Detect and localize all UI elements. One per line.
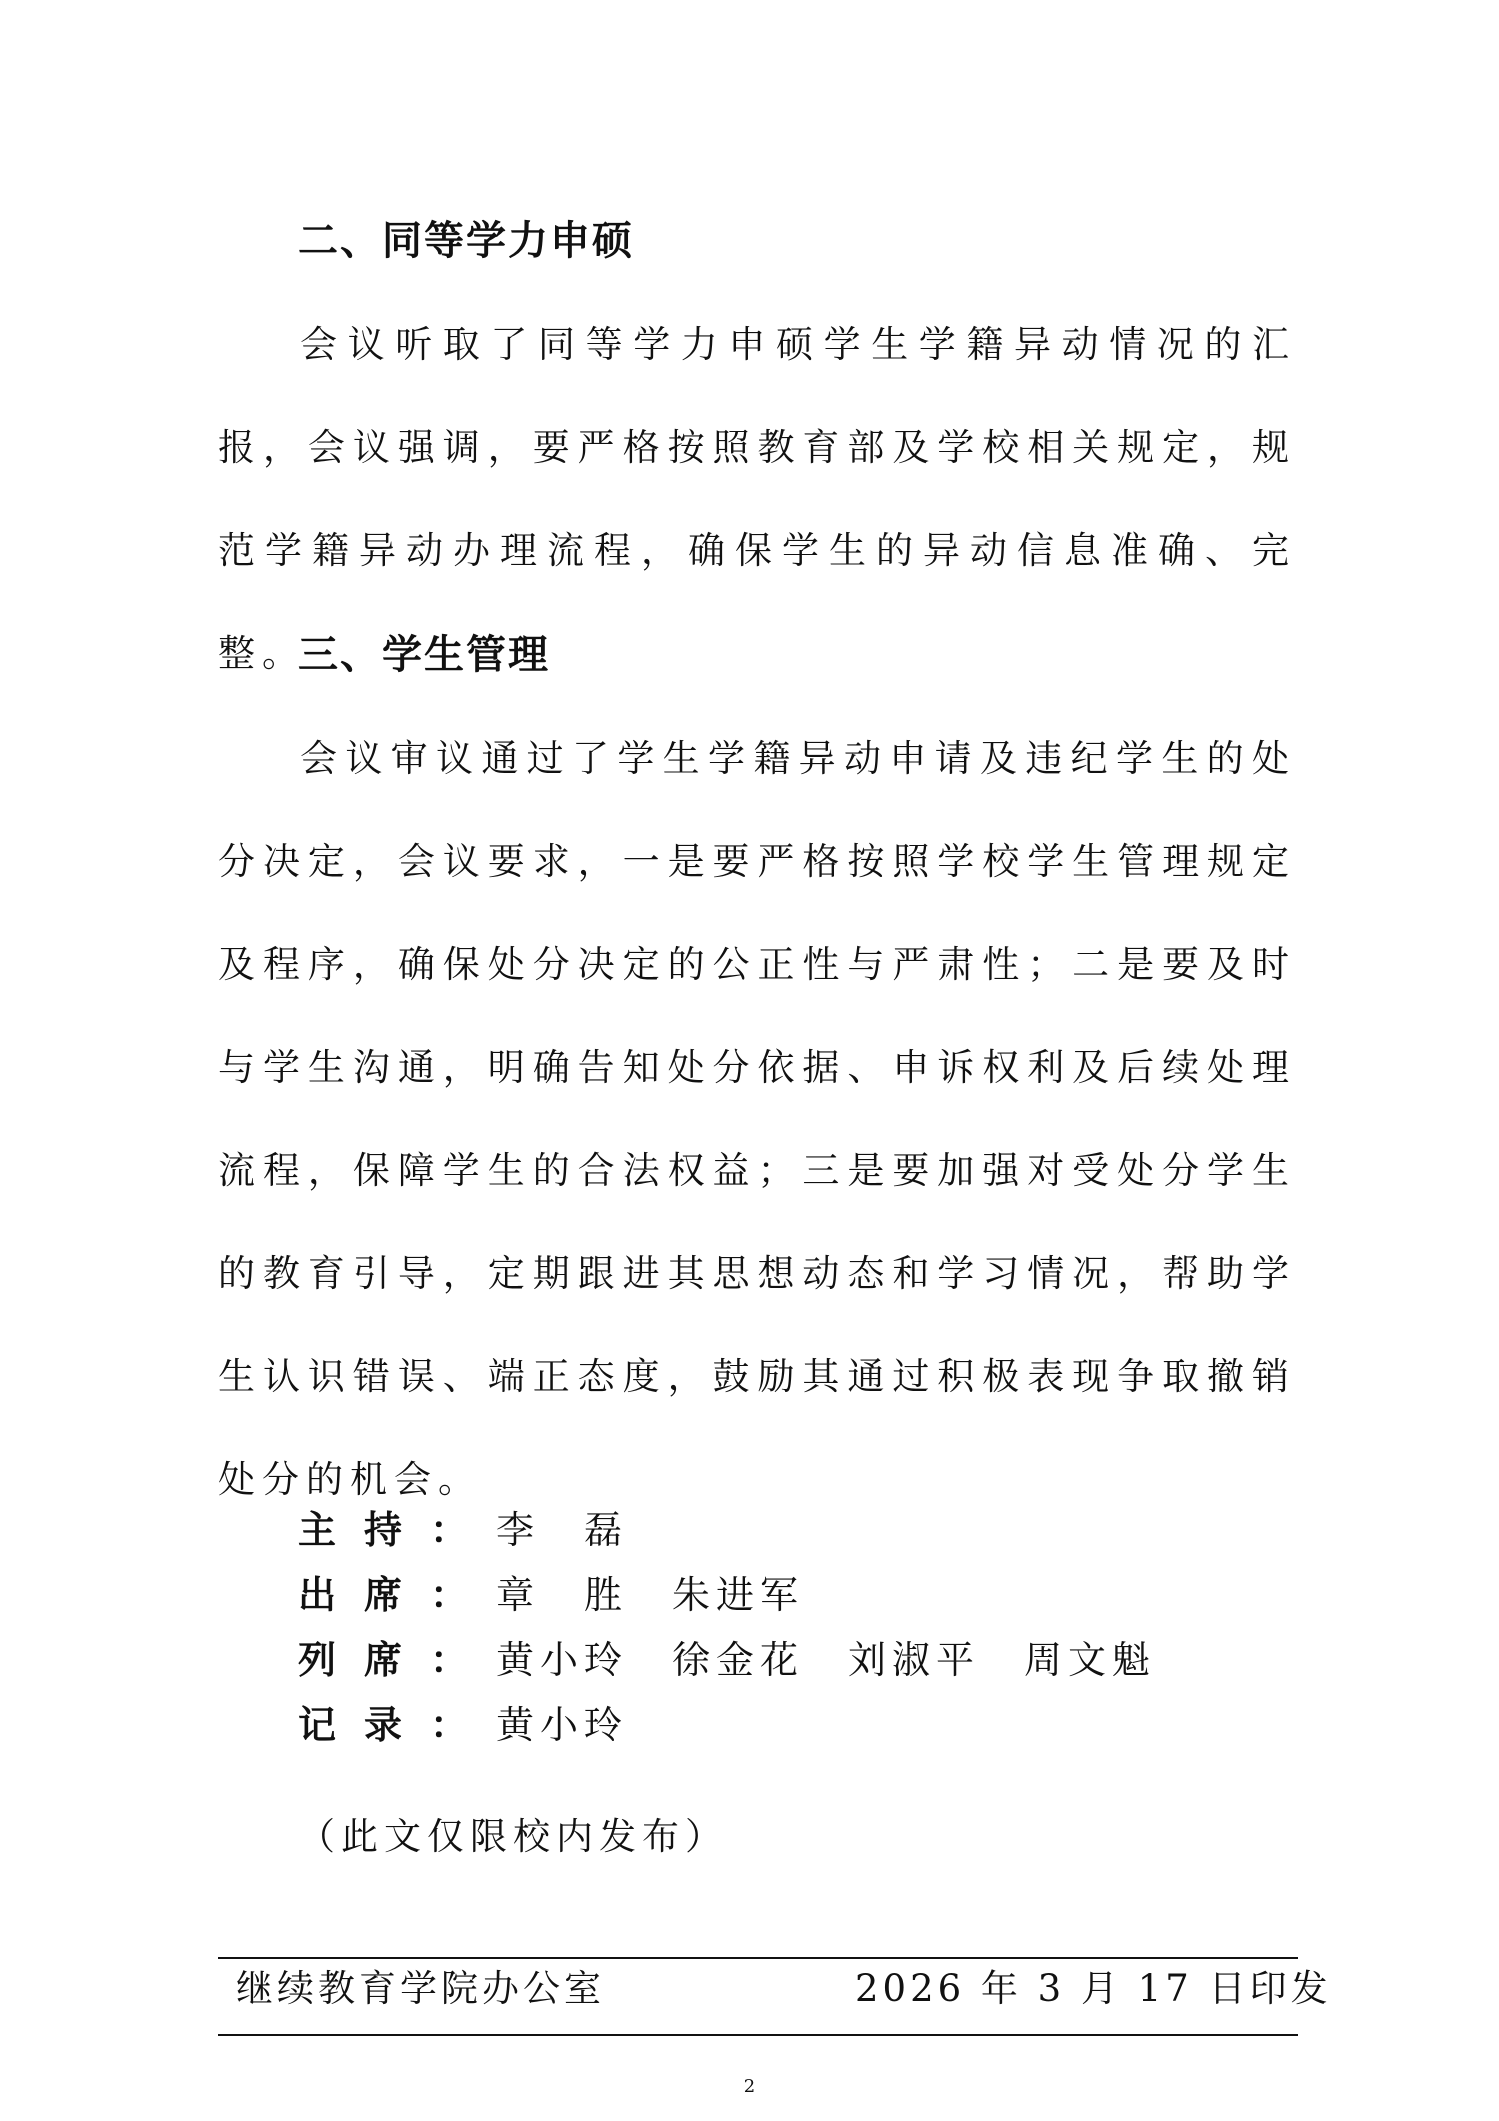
footer-bottom-rule (218, 2034, 1298, 2036)
attendee-label-observers: 列席： (298, 1638, 497, 1682)
attendee-list (298, 1498, 1156, 1758)
distribution-note: （此文仅限校内发布） (298, 1815, 728, 1858)
footer-top-rule (218, 1957, 1298, 1959)
section-heading-student-management: 三、学生管理 (298, 632, 550, 678)
attendee-names-observers: 黄小玲 徐金花 刘淑平 周文魁 (496, 1638, 1157, 1682)
section-paragraph-equivalent-degree: 会议听取了同等学力申硕学生学籍异动情况的汇报，会议强调，要严格按照教育部及学校相关规定，规范学籍异动办理流程，确保学生的异动信息准确、完整。 (218, 323, 1296, 675)
attendee-label-present: 出席： (298, 1573, 497, 1617)
attendee-row-host (298, 1498, 1156, 1563)
attendee-names-present: 章 胜 朱进军 (496, 1573, 805, 1617)
section-paragraph-student-management: 会议审议通过了学生学籍异动申请及违纪学生的处分决定，会议要求，一是要严格按照学校学生管理规定及程序，确保处分决定的公正性与严肃性；二是要及时与学生沟通，明确告知处分依据、申诉权利及后续处理流程，保障学生的合法权益；三是要加强对受处分学生的教育引导，定期跟进其思想动态和学习情况，帮助学生认识错误、端正态度，鼓励其通过积极表现争取撤销处分的机会。 (218, 737, 1296, 1501)
attendee-row-observers (298, 1628, 1156, 1693)
footer-office: 继续教育学院办公室 (236, 1967, 605, 2010)
footer-issue-date: 2026 年 3 月 17 日印发 (855, 1967, 1332, 2010)
attendee-label-host: 主持： (298, 1508, 497, 1552)
attendee-row-present (298, 1563, 1156, 1628)
section-heading-equivalent-degree: 二、同等学力申硕 (298, 218, 634, 264)
attendee-names-host: 李 磊 (496, 1508, 629, 1552)
attendee-label-recorder: 记录： (298, 1703, 497, 1747)
page-number: 2 (743, 2076, 756, 2097)
attendee-row-recorder (298, 1693, 1156, 1758)
attendee-names-recorder: 黄小玲 (496, 1703, 629, 1747)
